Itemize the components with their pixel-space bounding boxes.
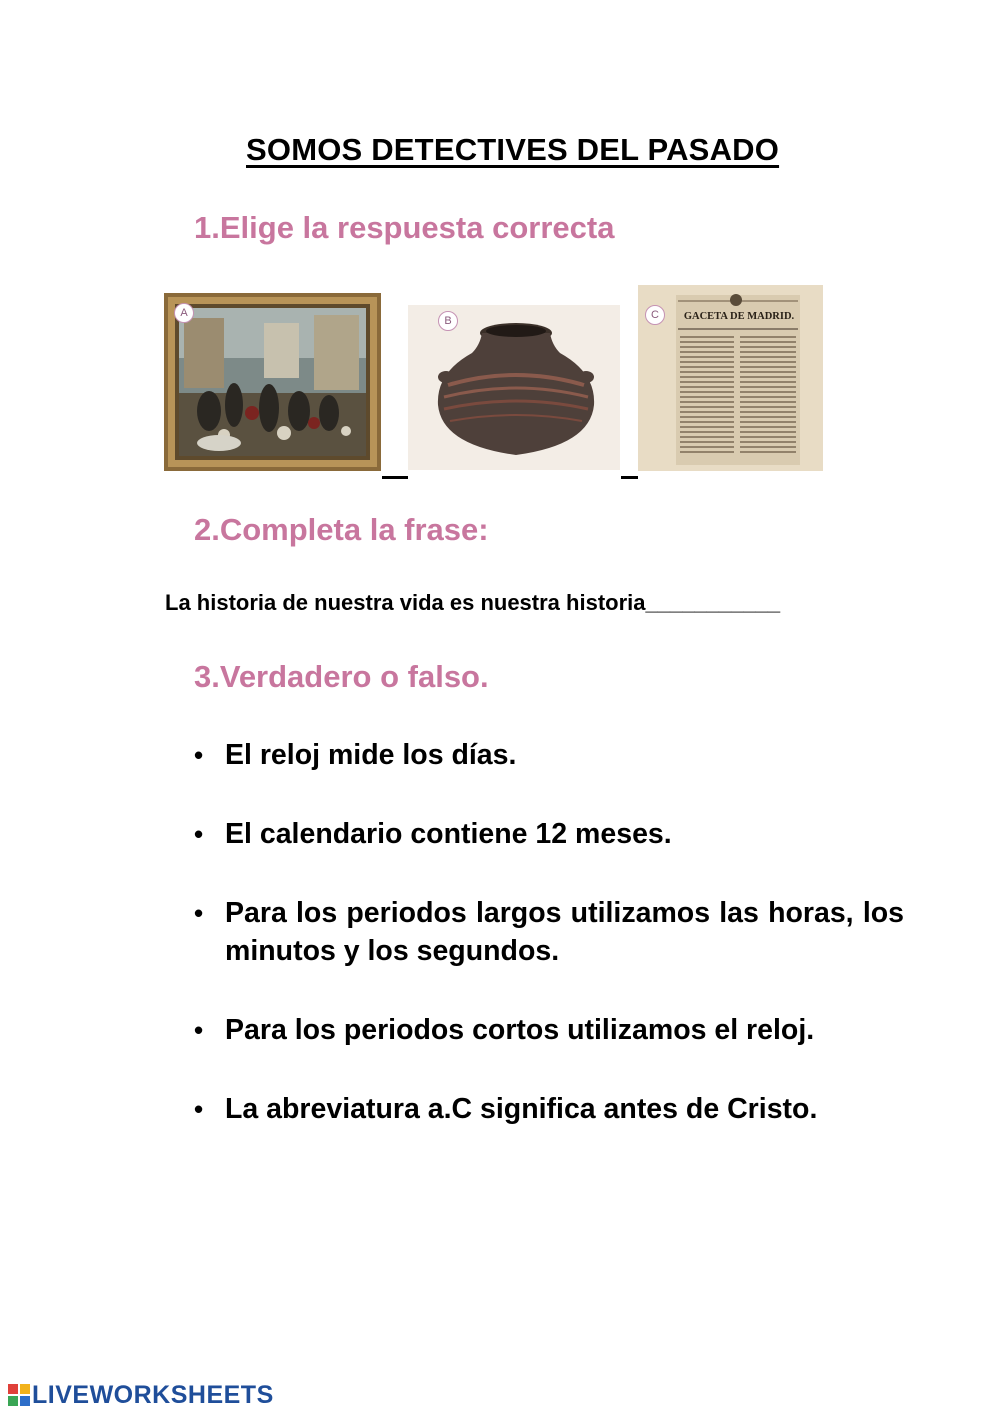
statement-4[interactable]: • Para los periodos cortos utilizamos el reloj. bbox=[194, 1011, 904, 1049]
image-c-badge: C bbox=[645, 305, 665, 325]
statement-5[interactable]: • La abreviatura a.C significa antes de Cristo. bbox=[194, 1090, 904, 1128]
image-b-badge: B bbox=[438, 311, 458, 331]
question-1-heading: 1.Elige la respuesta correcta bbox=[194, 210, 615, 245]
true-false-list bbox=[194, 736, 904, 1128]
newspaper-image bbox=[638, 285, 823, 471]
fill-in-sentence[interactable]: La historia de nuestra vida es nuestra historia___________ bbox=[165, 590, 781, 615]
liveworksheets-logo-icon bbox=[8, 1384, 30, 1406]
statement-2[interactable]: • El calendario contiene 12 meses. bbox=[194, 815, 904, 853]
answer-blank-a[interactable] bbox=[382, 476, 408, 479]
clay-pot-image bbox=[408, 305, 620, 470]
newspaper-masthead: GACETA DE MADRID. bbox=[683, 311, 795, 322]
worksheet-title: SOMOS DETECTIVES DEL PASADO bbox=[246, 132, 780, 167]
question-3-heading: 3.Verdadero o falso. bbox=[194, 659, 489, 694]
brand-name: LIVEWORKSHEETS bbox=[32, 1381, 274, 1409]
painting-image bbox=[164, 293, 381, 471]
answer-blank-b[interactable] bbox=[621, 476, 638, 479]
brand-footer[interactable] bbox=[8, 1381, 274, 1410]
statement-1[interactable]: • El reloj mide los días. bbox=[194, 736, 904, 774]
image-a-badge: A bbox=[174, 303, 194, 323]
question-2-heading: 2.Completa la frase: bbox=[194, 512, 489, 547]
statement-3[interactable]: • Para los periodos largos utilizamos las horas, los minutos y los segundos. bbox=[194, 894, 904, 970]
